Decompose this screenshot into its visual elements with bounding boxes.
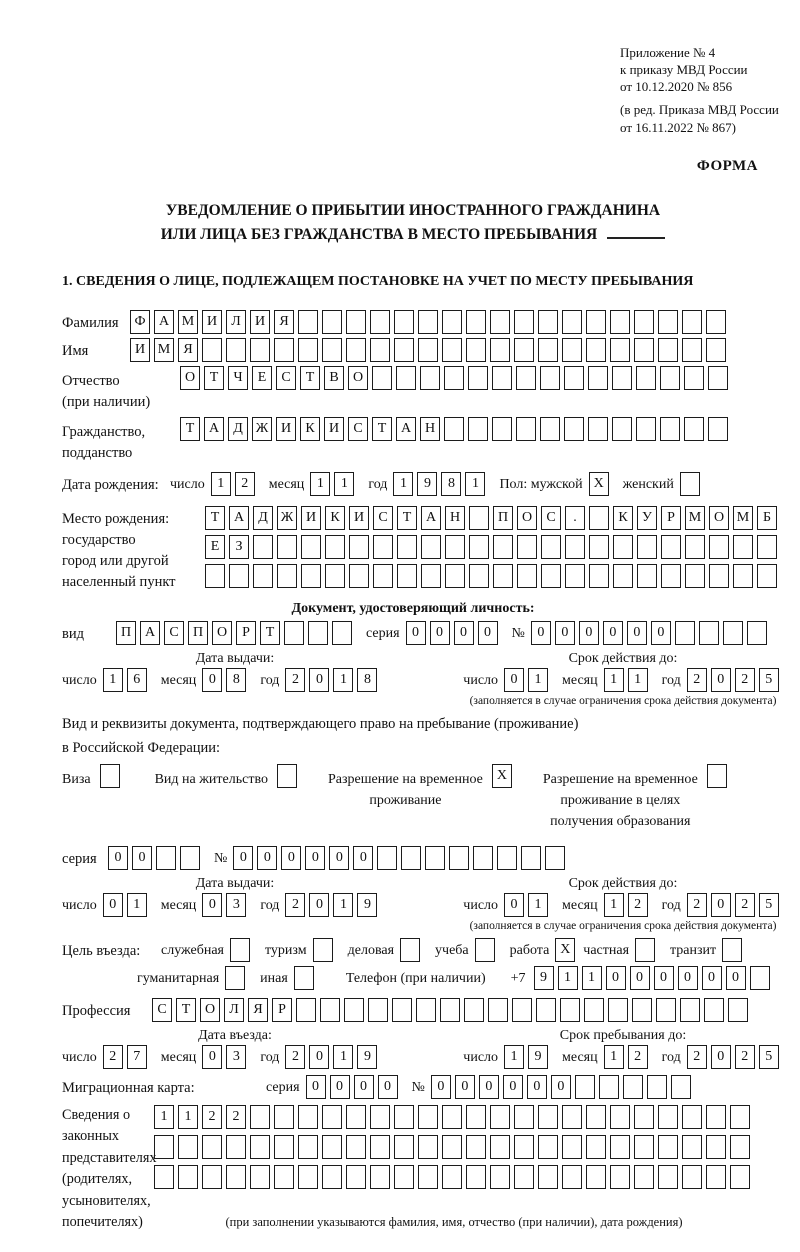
option-edu-residence-permit: Разрешение на временное проживание в целях получения образования	[543, 764, 731, 832]
temp-residence-permit-checkbox[interactable]: X	[492, 764, 516, 788]
residence-options-row	[62, 764, 792, 832]
sex-male-label: Пол: мужской	[499, 476, 583, 492]
field-birth-place-block	[62, 506, 792, 593]
form-title-line2: ИЛИ ЛИЦА БЕЗ ГРАЖДАНСТВА В МЕСТО ПРЕБЫВАНИЯ	[160, 225, 598, 243]
birth-year-boxes[interactable]: 1 9 8 1	[393, 472, 489, 496]
patronymic-boxes[interactable]: О Т Ч Е С Т В О	[180, 366, 732, 390]
phone-prefix: +7	[510, 970, 526, 986]
surname-boxes[interactable]: Ф А М И Л И Я	[130, 310, 730, 334]
entry-date-head: Дата въезда:	[198, 1027, 272, 1043]
purpose-transit-checkbox[interactable]	[722, 938, 746, 962]
residence-expiry-year-boxes[interactable]: 2 0 2 5	[687, 893, 783, 917]
field-surname-row	[62, 310, 792, 334]
identity-series-label: серия	[366, 625, 400, 641]
birth-place-label: Место рождения: государство город или другой населенный пункт	[62, 510, 176, 590]
option-visa: Виза	[62, 764, 124, 790]
profession-boxes[interactable]: С Т О Л Я Р	[152, 998, 752, 1022]
purpose-other-label: иная	[260, 970, 288, 986]
purpose-work-label: работа	[509, 942, 550, 958]
migration-series-boxes[interactable]: 0 0 0 0	[306, 1075, 402, 1099]
section1-heading: 1. СВЕДЕНИЯ О ЛИЦЕ, ПОДЛЕЖАЩЕМ ПОСТАНОВКЕ НА УЧЕТ ПО МЕСТУ ПРЕБЫВАНИЯ	[62, 273, 694, 289]
purpose-tourism-label: туризм	[265, 942, 307, 958]
identity-expiry-year-boxes[interactable]: 2 0 2 5	[687, 668, 783, 692]
annex-line: Приложение № 4	[620, 45, 716, 60]
year-label: год	[368, 476, 388, 492]
birth-day-boxes[interactable]: 1 2	[211, 472, 259, 496]
sex-female-label: женский	[622, 476, 674, 492]
identity-doc-heading: Документ, удостоверяющий личность:	[291, 600, 535, 616]
annex-line: от 10.12.2020 № 856	[620, 79, 733, 95]
field-patronymic-row	[62, 366, 792, 413]
residence-expiry-month-boxes[interactable]: 1 2	[604, 893, 652, 917]
amendment-line: от 16.11.2022 № 867)	[620, 119, 737, 135]
identity-number-boxes[interactable]: 0 0 0 0 0 0	[531, 621, 771, 645]
profession-label: Профессия	[62, 1002, 131, 1019]
purpose-private-checkbox[interactable]	[635, 938, 659, 962]
entry-month-boxes[interactable]: 0 3	[202, 1045, 250, 1069]
identity-series-boxes[interactable]: 0 0 0 0	[406, 621, 502, 645]
purpose-study-checkbox[interactable]	[475, 938, 499, 962]
legal-reps-block	[62, 1105, 792, 1234]
identity-type-label: вид	[62, 625, 84, 642]
birth-place-row3-boxes[interactable]	[205, 564, 781, 588]
migration-card-label: Миграционная карта:	[62, 1079, 195, 1096]
field-birth-date-row	[62, 472, 792, 496]
identity-expiry-month-boxes[interactable]: 1 1	[604, 668, 652, 692]
residence-expiry-note: (заполняется в случае ограничения срока действия документа)	[469, 919, 777, 932]
purpose-study-label: учеба	[435, 942, 469, 958]
name-boxes[interactable]: И М Я	[130, 338, 730, 362]
birth-place-row1-boxes[interactable]: Т А Д Ж И К И С Т А Н П О С . К У Р М О М Б	[205, 506, 781, 530]
migration-number-label: №	[411, 1079, 425, 1095]
residence-issue-month-boxes[interactable]: 0 3	[202, 893, 250, 917]
purpose-private-label: частная	[583, 942, 630, 958]
entry-dates-pair: Дата въезда: число 2 7 месяц 0 3 год 2 0 1 9 Срок пребывания до: число 1 9 месяц 1 2 год 2 0 2 5	[62, 1028, 792, 1069]
name-label: Имя	[62, 342, 89, 359]
residence-series-label: серия	[62, 850, 97, 867]
purpose-row-1	[62, 938, 792, 962]
field-citizenship-row	[62, 417, 792, 464]
option-residence-permit: Вид на жительство	[155, 764, 301, 790]
birth-date-label: Дата рождения:	[62, 476, 159, 493]
legal-reps-row2-boxes[interactable]	[154, 1135, 754, 1159]
option-temp-residence-permit: Разрешение на временное проживание X	[328, 764, 516, 811]
identity-number-label: №	[511, 625, 525, 641]
purpose-work-checkbox[interactable]: X	[555, 938, 579, 962]
purpose-official-label: служебная	[161, 942, 224, 958]
birth-month-boxes[interactable]: 1 1	[310, 472, 358, 496]
legal-reps-label: Сведения о законных представителях (родителях, усыновителях, попечителях)	[62, 1106, 157, 1231]
residence-intro-line2: в Российской Федерации:	[62, 740, 221, 757]
identity-expiry-note: (заполняется в случае ограничения срока действия документа)	[469, 694, 777, 707]
day-label: число	[170, 476, 205, 492]
identity-issue-day-boxes[interactable]: 1 6	[103, 668, 151, 692]
stay-year-boxes[interactable]: 2 0 2 5	[687, 1045, 783, 1069]
purpose-business-checkbox[interactable]	[400, 938, 424, 962]
form-title-line1: УВЕДОМЛЕНИЕ О ПРИБЫТИИ ИНОСТРАННОГО ГРАЖДАНИНА	[165, 201, 661, 219]
residence-issue-year-boxes[interactable]: 2 0 1 9	[285, 893, 381, 917]
stay-until-head: Срок пребывания до:	[559, 1027, 687, 1043]
residence-series-boxes[interactable]: 0 0	[108, 846, 204, 870]
legal-reps-row3-boxes[interactable]	[154, 1165, 754, 1189]
stay-day-boxes[interactable]: 1 9	[504, 1045, 552, 1069]
identity-issue-head: Дата выдачи:	[195, 650, 275, 666]
phone-boxes[interactable]: 9 1 1 0 0 0 0 0 0	[534, 966, 774, 990]
purpose-business-label: деловая	[347, 942, 395, 958]
form-marker: ФОРМА	[696, 157, 758, 174]
visa-checkbox[interactable]	[100, 764, 124, 788]
residence-issue-head: Дата выдачи:	[195, 875, 275, 891]
migration-card-row	[62, 1075, 792, 1099]
residence-series-row	[62, 846, 792, 870]
migration-series-label: серия	[266, 1079, 300, 1095]
identity-issue-month-boxes[interactable]: 0 8	[202, 668, 250, 692]
identity-dates-pair: Дата выдачи: число 1 6 месяц 0 8 год 2 0 1 8 Срок действия до: число 0 1 месяц 1 1 год 2 0 2 5 (заполняется в случае ограничения срока действия документа)	[62, 651, 792, 707]
identity-type-boxes[interactable]: П А С П О Р Т	[116, 621, 356, 645]
phone-label: Телефон (при наличии)	[345, 970, 486, 986]
stay-month-boxes[interactable]: 1 2	[604, 1045, 652, 1069]
residence-expiry-day-boxes[interactable]: 0 1	[504, 893, 552, 917]
form-title	[48, 199, 778, 247]
residence-number-boxes[interactable]: 0 0 0 0 0 0	[233, 846, 569, 870]
purpose-row-2	[126, 966, 792, 990]
entry-year-boxes[interactable]: 2 0 1 9	[285, 1045, 381, 1069]
purpose-humanitarian-checkbox[interactable]	[225, 966, 249, 990]
birth-place-row2-boxes[interactable]: Е З	[205, 535, 781, 559]
legal-reps-caption: (при заполнении указываются фамилия, имя, отчество (при наличии), дата рождения)	[225, 1214, 683, 1229]
identity-expiry-head: Срок действия до:	[568, 650, 678, 666]
annex-line: к приказу МВД России	[620, 62, 748, 78]
purpose-other-checkbox[interactable]	[294, 966, 318, 990]
residence-number-label: №	[214, 850, 228, 866]
amendment-line: (в ред. Приказа МВД России	[620, 102, 779, 118]
citizenship-boxes[interactable]: Т А Д Ж И К И С Т А Н	[180, 417, 732, 441]
field-profession-row	[62, 998, 792, 1022]
residence-issue-day-boxes[interactable]: 0 1	[103, 893, 151, 917]
purpose-label: Цель въезда:	[62, 942, 141, 959]
purpose-official-checkbox[interactable]	[230, 938, 254, 962]
surname-label: Фамилия	[62, 314, 119, 331]
month-label: месяц	[268, 476, 305, 492]
title-blank-underline	[607, 237, 665, 239]
entry-day-boxes[interactable]: 2 7	[103, 1045, 151, 1069]
identity-doc-row	[62, 621, 792, 645]
edu-residence-permit-checkbox[interactable]	[707, 764, 731, 788]
patronymic-label: Отчество (при наличии)	[62, 372, 151, 410]
sex-male-checkbox[interactable]: X	[589, 472, 613, 496]
identity-issue-year-boxes[interactable]: 2 0 1 8	[285, 668, 381, 692]
residence-intro-line1: Вид и реквизиты документа, подтверждающего право на пребывание (проживание)	[62, 715, 579, 732]
residence-permit-checkbox[interactable]	[277, 764, 301, 788]
purpose-humanitarian-label: гуманитарная	[137, 970, 220, 986]
field-name-row	[62, 338, 792, 362]
migration-number-boxes[interactable]: 0 0 0 0 0 0	[431, 1075, 695, 1099]
identity-expiry-day-boxes[interactable]: 0 1	[504, 668, 552, 692]
sex-female-checkbox[interactable]	[680, 472, 704, 496]
residence-expiry-head: Срок действия до:	[568, 875, 678, 891]
legal-reps-row1-boxes[interactable]: 1 1 2 2	[154, 1105, 754, 1129]
annex-header	[620, 44, 800, 136]
citizenship-label: Гражданство, подданство	[62, 423, 146, 461]
residence-dates-pair: Дата выдачи: число 0 1 месяц 0 3 год 2 0 1 9 Срок действия до: число 0 1 месяц 1 2 год 2 0 2 5 (заполняется в случае ограничения срока действия документа)	[62, 876, 792, 932]
purpose-transit-label: транзит	[670, 942, 717, 958]
purpose-tourism-checkbox[interactable]	[313, 938, 337, 962]
